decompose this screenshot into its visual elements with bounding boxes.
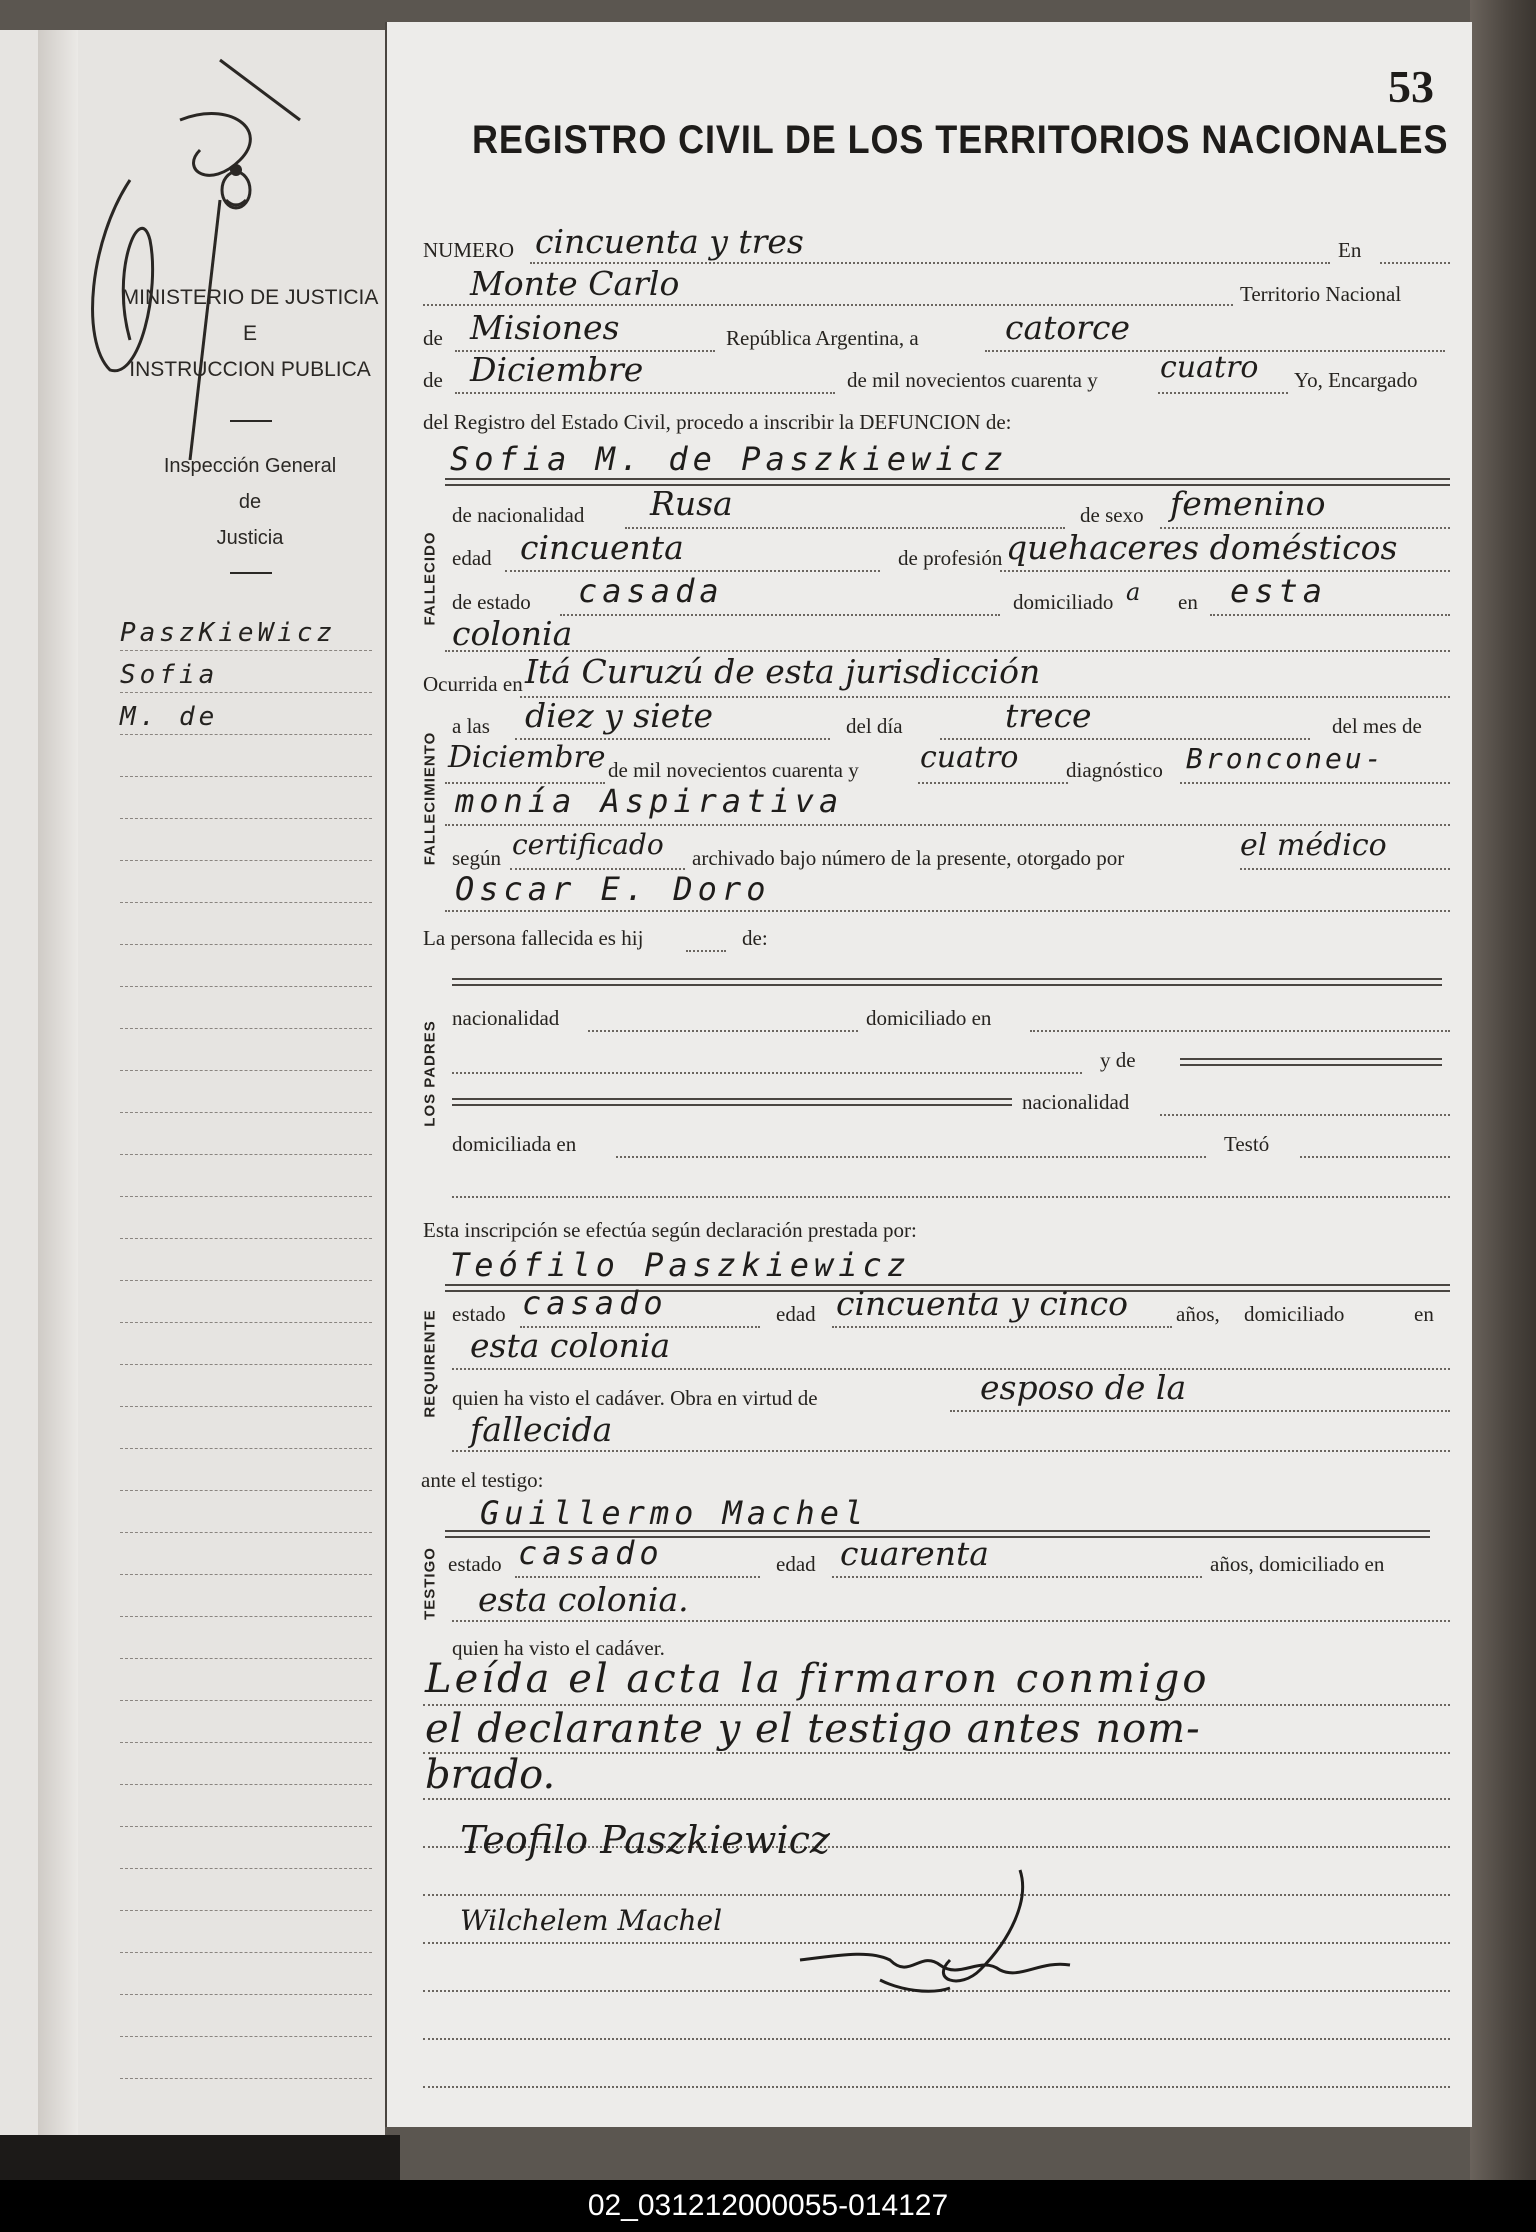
dotted-line xyxy=(455,392,835,394)
requirente-visto-label: quien ha visto el cadáver. Obra en virtud de xyxy=(452,1386,818,1410)
testigo-anos-label: años, domiciliado en xyxy=(1210,1552,1385,1576)
ministry-line-1: MINISTERIO DE JUSTICIA xyxy=(121,286,379,309)
inspeccion-line-1: Inspección General xyxy=(163,455,337,477)
numero-value: cincuenta y tres xyxy=(535,222,804,261)
estado-label: de estado xyxy=(452,590,531,614)
profesion-label: de profesión xyxy=(898,546,1003,570)
stub-ruled-line xyxy=(120,650,372,651)
year-value: cuatro xyxy=(1160,350,1259,385)
stub-ruled-line xyxy=(120,776,372,777)
month-value: Diciembre xyxy=(470,350,644,389)
registro-line: del Registro del Estado Civil, procedo a inscribir la DEFUNCION de: xyxy=(423,410,1012,434)
day-value: catorce xyxy=(1005,308,1131,347)
stub-ruled-line xyxy=(120,818,372,819)
dotted-line xyxy=(1158,392,1288,394)
segun-label: según xyxy=(452,846,501,870)
stub-surname: PaszKieWicz xyxy=(120,618,337,648)
section-fallecido: FALLECIDO xyxy=(421,531,439,626)
stub-ruled-line xyxy=(120,1322,372,1323)
testigo-estado-value: casado xyxy=(518,1534,664,1572)
closing-line-3: brado. xyxy=(425,1752,556,1798)
place-value: Monte Carlo xyxy=(470,264,680,303)
stub-ruled-line xyxy=(120,1910,372,1911)
section-testigo: TESTIGO xyxy=(421,1547,439,1620)
domicilio-value: esta xyxy=(1230,572,1328,610)
testigo-domicilio: esta colonia. xyxy=(478,1580,689,1619)
stub-ruled-line xyxy=(120,1826,372,1827)
stub-ruled-line xyxy=(120,1364,372,1365)
stub-ruled-line xyxy=(120,1448,372,1449)
requirente-domiciliado-label: domiciliado xyxy=(1244,1302,1345,1326)
testigo-edad-label: edad xyxy=(776,1552,816,1576)
closing-line-2: el declarante y el testigo antes nom- xyxy=(425,1706,1201,1752)
requirente-intro: Esta inscripción se efectúa según declaración prestada por: xyxy=(423,1218,917,1242)
dotted-line xyxy=(832,1576,1202,1578)
stub-divider-2 xyxy=(230,572,272,574)
alas-label: a las xyxy=(452,714,490,738)
dotted-line xyxy=(423,1752,1450,1754)
dotted-line xyxy=(452,1368,1450,1370)
stub-ruled-line xyxy=(120,1574,372,1575)
stub-ruled-line xyxy=(120,1952,372,1953)
dia-label: del día xyxy=(846,714,903,738)
stub-ruled-line xyxy=(120,1070,372,1071)
domiciliado-suffix: a xyxy=(1126,578,1141,606)
testo-label: Testó xyxy=(1224,1132,1270,1156)
de2-label: de xyxy=(423,368,443,392)
book-edge xyxy=(1470,0,1536,2180)
requirente-virtud: esposo de la xyxy=(980,1368,1187,1407)
stub-ruled-line xyxy=(120,2078,372,2079)
republica-label: República Argentina, a xyxy=(726,326,919,350)
stub-ruled-line xyxy=(120,1028,372,1029)
stub-ruled-line xyxy=(120,902,372,903)
signature-declarante: Teofilo Paszkiewicz xyxy=(460,1818,830,1862)
dotted-line xyxy=(918,782,1068,784)
fallecido-name: Sofia M. de Paszkiewicz xyxy=(450,440,1009,478)
dotted-line xyxy=(423,2038,1450,2040)
padres-de-label: de: xyxy=(742,926,768,950)
domiciliada-label: domiciliada en xyxy=(452,1132,577,1156)
requirente-estado-value: casado xyxy=(522,1284,668,1322)
dotted-line xyxy=(423,2086,1450,2088)
stub-ruled-line xyxy=(120,1112,372,1113)
stub-ruled-line xyxy=(120,1490,372,1491)
dotted-line xyxy=(1160,1114,1450,1116)
stub-ruled-line xyxy=(120,734,372,735)
ministry-line-3: INSTRUCCION PUBLICA xyxy=(129,358,371,381)
stub-ruled-line xyxy=(120,1196,372,1197)
segun-value: certificado xyxy=(512,828,664,861)
nacionalidad-mother-label: nacionalidad xyxy=(1022,1090,1130,1114)
requirente-edad-label: edad xyxy=(776,1302,816,1326)
dotted-line xyxy=(1210,614,1450,616)
dia-value: trece xyxy=(1005,696,1092,735)
stub-ruled-line xyxy=(120,1700,372,1701)
dotted-line xyxy=(1180,782,1450,784)
en-label: En xyxy=(1338,238,1362,262)
dotted-line xyxy=(452,1072,1082,1074)
inspeccion-heading xyxy=(120,448,380,556)
domiciliado-label: domiciliado xyxy=(1013,590,1114,614)
margin-signature-icon xyxy=(70,40,310,460)
testigo-edad-value: cuarenta xyxy=(840,1534,989,1573)
official-signature-icon xyxy=(780,1860,1140,2010)
en-label-fallecido: en xyxy=(1178,590,1198,614)
image-caption: 02_031212000055-014127 xyxy=(0,2180,1536,2232)
year-label: de mil novecientos cuarenta y xyxy=(847,368,1098,392)
stub-shadow xyxy=(0,2135,400,2180)
stub-ruled-line xyxy=(120,944,372,945)
mother-rule-2 xyxy=(452,1098,1012,1106)
stub-ruled-line xyxy=(120,1784,372,1785)
estado-value: casada xyxy=(578,572,724,610)
dotted-line xyxy=(832,1326,1172,1328)
requirente-en-label: en xyxy=(1414,1302,1434,1326)
stub-ruled-line xyxy=(120,2036,372,2037)
nacionalidad-value: Rusa xyxy=(650,484,733,523)
closing-line-1: Leída el acta la firmaron conmigo xyxy=(425,1656,1210,1702)
stub-ruled-line xyxy=(120,1238,372,1239)
archivado-label: archivado bajo número de la presente, otorgado por xyxy=(692,846,1125,870)
dotted-line xyxy=(423,304,1233,306)
stub-ruled-line xyxy=(120,986,372,987)
dotted-line xyxy=(445,910,1450,912)
y-de-label: y de xyxy=(1100,1048,1136,1072)
stub-ruled-line xyxy=(120,1154,372,1155)
document-title: REGISTRO CIVIL DE LOS TERRITORIOS NACIONALES xyxy=(472,118,1449,162)
page-number: 53 xyxy=(1388,61,1434,112)
mother-rule xyxy=(1180,1058,1442,1066)
dotted-line xyxy=(1030,1030,1450,1032)
profesion-value: quehaceres domésticos xyxy=(1006,528,1398,567)
stub-ruled-line xyxy=(120,1532,372,1533)
year-label-fallecimiento: de mil novecientos cuarenta y xyxy=(608,758,859,782)
dotted-line xyxy=(1300,1156,1450,1158)
sexo-value: femenino xyxy=(1170,484,1326,523)
domiciliado-father-label: domiciliado en xyxy=(866,1006,992,1030)
mes-label: del mes de xyxy=(1332,714,1422,738)
padres-intro: La persona fallecida es hij xyxy=(423,926,644,950)
requirente-domicilio: esta colonia xyxy=(470,1326,671,1365)
stub-ruled-line xyxy=(120,1280,372,1281)
stub-firstname: Sofia xyxy=(120,660,219,690)
sexo-label: de sexo xyxy=(1080,503,1144,527)
diagnostico-value-2: monía Aspirativa xyxy=(455,782,844,820)
testigo-estado-label: estado xyxy=(448,1552,502,1576)
edad-label: edad xyxy=(452,546,492,570)
section-padres: LOS PADRES xyxy=(421,1020,439,1127)
father-rule xyxy=(452,978,1442,986)
dotted-line xyxy=(423,1798,1450,1800)
dotted-line xyxy=(686,950,726,952)
requirente-name: Teófilo Paszkiewicz xyxy=(450,1246,912,1284)
dotted-line xyxy=(1000,570,1450,572)
requirente-estado-label: estado xyxy=(452,1302,506,1326)
stub-ruled-line xyxy=(120,1868,372,1869)
territorio-value: Misiones xyxy=(470,308,620,347)
dotted-line xyxy=(452,1620,1450,1622)
year-value-fallecimiento: cuatro xyxy=(920,740,1019,775)
testigo-intro: ante el testigo: xyxy=(421,1468,544,1492)
signature-testigo: Wilchelem Machel xyxy=(460,1904,723,1937)
stub-ruled-line xyxy=(120,1742,372,1743)
hora-value: diez y siete xyxy=(525,696,714,735)
ocurrida-value: Itá Curuzú de esta jurisdicción xyxy=(525,652,1041,691)
ocurrida-label: Ocurrida en xyxy=(423,672,523,696)
stub-ruled-line xyxy=(120,692,372,693)
dotted-line xyxy=(625,527,1065,529)
mes-value: Diciembre xyxy=(448,740,606,775)
domicilio-value-2: colonia xyxy=(452,614,573,653)
stub-name-rest: M. de xyxy=(120,702,219,732)
de-label: de xyxy=(423,326,443,350)
requirente-edad-value: cincuenta y cinco xyxy=(836,1284,1129,1323)
inspeccion-line-2: de xyxy=(238,491,262,513)
dotted-line xyxy=(1380,262,1450,264)
section-fallecimiento: FALLECIMIENTO xyxy=(421,731,439,866)
dotted-line xyxy=(515,1576,760,1578)
stub-ruled-line xyxy=(120,1406,372,1407)
dotted-line xyxy=(1240,868,1450,870)
otorgado-value: el médico xyxy=(1240,828,1387,863)
stub-ruled-line xyxy=(120,1616,372,1617)
edad-value: cincuenta xyxy=(520,528,684,567)
dotted-line xyxy=(452,1450,1450,1452)
nacionalidad-label: de nacionalidad xyxy=(452,503,585,527)
nacionalidad-father-label: nacionalidad xyxy=(452,1006,560,1030)
stub-ruled-line xyxy=(120,1994,372,1995)
section-requirente: REQUIRENTE xyxy=(421,1309,439,1418)
dotted-line xyxy=(616,1156,1206,1158)
inspeccion-line-3: Justicia xyxy=(216,527,284,549)
testigo-name: Guillermo Machel xyxy=(480,1494,869,1532)
requirente-anos-label: años, xyxy=(1176,1302,1220,1326)
ministry-line-2: E xyxy=(242,322,257,345)
numero-label: NUMERO xyxy=(423,238,515,262)
dotted-line xyxy=(452,1196,1450,1198)
requirente-virtud-2: fallecida xyxy=(470,1410,613,1449)
stub-ruled-line xyxy=(120,1658,372,1659)
dotted-line xyxy=(588,1030,858,1032)
diagnostico-value: Bronconeu- xyxy=(1186,742,1385,775)
otorgado-value-2: Oscar E. Doro xyxy=(455,870,771,908)
dotted-line xyxy=(950,1410,1450,1412)
diagnostico-label: diagnóstico xyxy=(1066,758,1163,782)
dotted-line xyxy=(560,614,1000,616)
testigo-visto-label: quien ha visto el cadáver. xyxy=(452,1636,665,1660)
dotted-line xyxy=(445,824,1450,826)
stub-ruled-line xyxy=(120,860,372,861)
encargado-label: Yo, Encargado xyxy=(1294,368,1418,392)
territorio-label: Territorio Nacional xyxy=(1240,282,1402,306)
